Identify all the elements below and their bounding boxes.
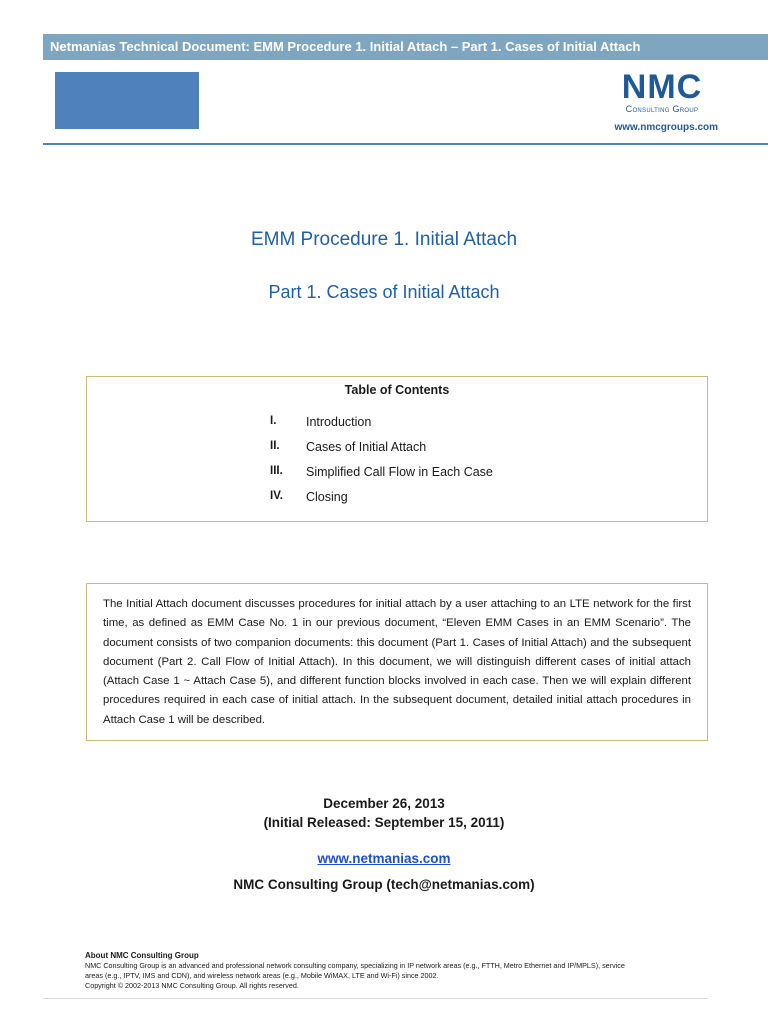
toc-item-number: I. [270, 415, 277, 427]
toc-item-label: Closing [306, 490, 348, 504]
toc-item-label: Simplified Call Flow in Each Case [306, 465, 493, 479]
toc-item-number: III. [270, 465, 283, 477]
toc-item-label: Cases of Initial Attach [306, 440, 427, 454]
copyright-text: Copyright © 2002-2013 NMC Consulting Group. All rights reserved. [85, 981, 299, 990]
document-header-bar: Netmanias Technical Document: EMM Procedure 1. Initial Attach – Part 1. Cases of Initial Attach [43, 34, 768, 60]
toc-item-label: Introduction [306, 415, 372, 429]
website-link[interactable]: www.nmcgroups.com [614, 122, 718, 133]
header-divider [43, 143, 768, 145]
header-blue-block [55, 72, 199, 129]
release-date: December 26, 2013 [323, 796, 445, 811]
toc-item-cases[interactable] [87, 440, 707, 458]
toc-item-call-flow[interactable] [87, 465, 707, 483]
footer-divider [43, 998, 708, 999]
toc-item-number: IV. [270, 490, 284, 502]
abstract-box [86, 583, 708, 741]
nmc-logo [612, 70, 712, 114]
document-subtitle: Part 1. Cases of Initial Attach [268, 282, 500, 302]
about-line-2: areas (e.g., IPTV, IMS and CDN), and wireless network areas (e.g., Mobile WiMAX, LTE and Wi-Fi) since 2002. [85, 971, 439, 980]
toc-item-introduction[interactable] [87, 415, 707, 433]
logo-sub-text: Consulting Group [625, 104, 699, 114]
toc-item-number: II. [270, 440, 280, 452]
netmanias-link[interactable]: www.netmanias.com [317, 851, 451, 866]
table-of-contents [86, 376, 708, 522]
toc-heading: Table of Contents [344, 383, 450, 397]
about-section [85, 951, 705, 991]
toc-item-closing[interactable] [87, 490, 707, 508]
abstract-text: The Initial Attach document discusses procedures for initial attach by a user attaching to an LTE network for the first time, as defined as EMM Case No. 1 in our previous document, “Eleven EMM Cases in an EMM Scenario”. The document consists of two companion documents: this document (Part 1. Cases of Initial Attach) and the subsequent document (Part 2. Call Flow of Initial Attach). In this document, we will distinguish different cases of initial attach (Attach Case 1 ~ Attach Case 5), and different function blocks involved in each case. Then we will explain different procedures required in each case of initial attach. In the subsequent document, detailed initial attach procedures in Attach Case 1 will be described. [103, 598, 691, 726]
about-title: About NMC Consulting Group [85, 951, 199, 960]
contact-info: NMC Consulting Group (tech@netmanias.com) [233, 877, 535, 892]
initial-release-date: (Initial Released: September 15, 2011) [263, 815, 505, 830]
logo-main-text: NMC [621, 68, 703, 106]
document-title: EMM Procedure 1. Initial Attach [250, 229, 518, 250]
about-line-1: NMC Consulting Group is an advanced and professional network consulting company, specializing in IP network areas (e.g., FTTH, Metro Ethernet and IP/MPLS), service [85, 961, 625, 970]
